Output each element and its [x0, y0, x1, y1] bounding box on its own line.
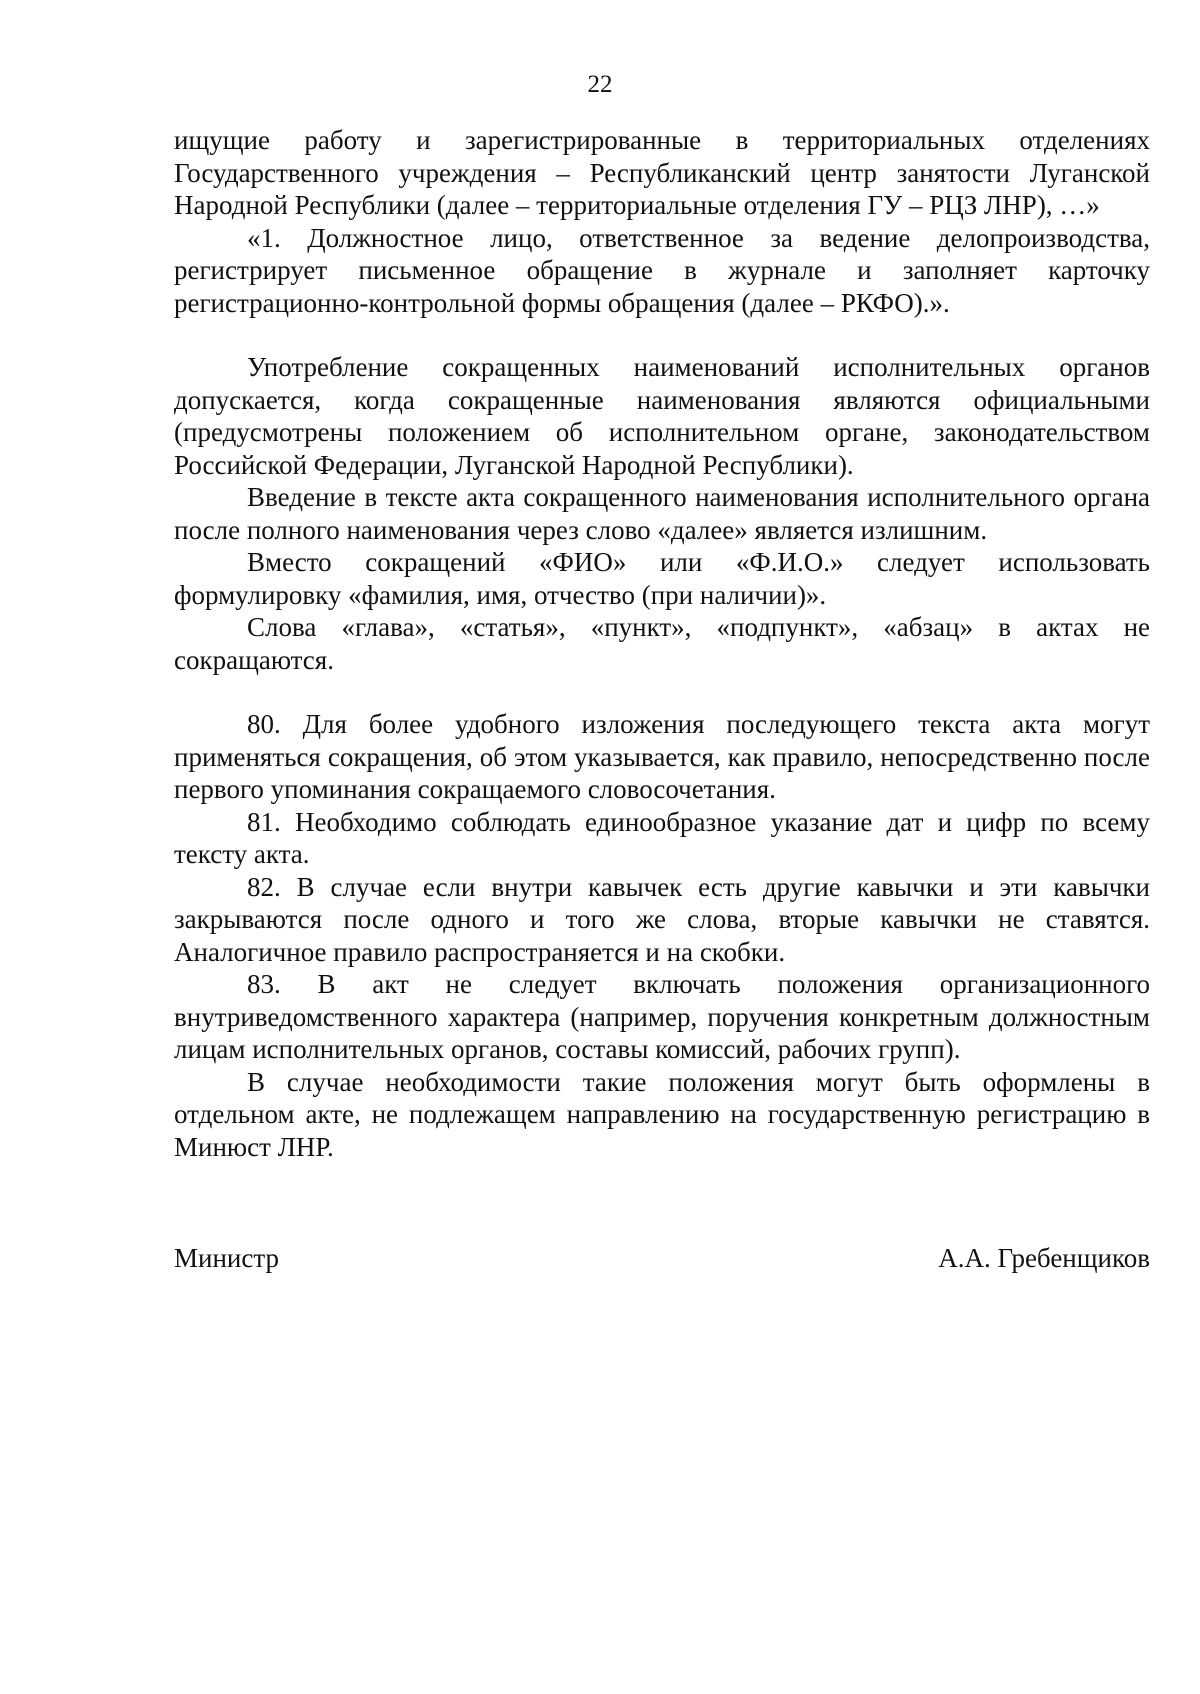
paragraph-item-83: 83. В акт не следует включать положения организационного внутриведомственного характера (например, поручения конкретным должностным лицам исполнительных органов, составы комиссий, рабочих групп).	[174, 969, 1150, 1064]
paragraph-separate-act: В случае необходимости такие положения могут быть оформлены в отдельном акте, не подлежащем направлению на государственную регистрацию в Минюст ЛНР.	[174, 1066, 1150, 1162]
paragraph-item-82: 82. В случае если внутри кавычек есть другие кавычки и эти кавычки закрываются после одного и того же слова, вторые кавычки не ставятся. Аналогичное правило распространяется и на скобки.	[174, 871, 1150, 967]
signatory-role: Министр	[174, 1243, 279, 1273]
paragraph-gap	[174, 319, 1150, 351]
paragraph-words-not-abbreviated: Слова «глава», «статья», «пункт», «подпункт», «абзац» в актах не сокращаются.	[174, 612, 1150, 675]
document-body	[174, 124, 1150, 1163]
paragraph-introducing-abbreviation: Введение в тексте акта сокращенного наименования исполнительного органа после полного наименования через слово «далее» является излишним.	[174, 482, 1150, 545]
paragraph-item-80: 80. Для более удобного изложения последующего текста акта могут применяться сокращения, об этом указывается, как правило, непосредственно после первого упоминания сокращаемого словосочетания.	[174, 709, 1150, 804]
paragraph-item-81: 81. Необходимо соблюдать единообразное указание дат и цифр по всему тексту акта.	[174, 806, 1150, 869]
paragraph-abbreviations-usage: Употребление сокращенных наименований исполнительных органов допускается, когда сокращенные наименования являются официальными (предусмотрены положением об исполнительном органе, законодательством Российской Федерации, Луганской Народной Республики).	[174, 352, 1150, 480]
paragraph-continuation: ищущие работу и зарегистрированные в территориальных отделениях Государственного учреждения – Республиканский центр занятости Луганской Народной Республики (далее – территориальные отделения ГУ – РЦЗ ЛНР), …»	[174, 125, 1150, 220]
paragraph-gap	[174, 676, 1150, 708]
paragraph-example-quote: «1. Должностное лицо, ответственное за ведение делопроизводства, регистрирует письменное обращение в журнале и заполняет карточку регистрационно-контрольной формы обращения (далее – РКФО).».	[174, 222, 1150, 318]
paragraph-fio: Вместо сокращений «ФИО» или «Ф.И.О.» следует использовать формулировку «фамилия, имя, отчество (при наличии)».	[174, 547, 1150, 610]
page-number: 22	[587, 71, 613, 98]
signatory-name: А.А. Гребенщиков	[938, 1243, 1150, 1273]
signature-block	[174, 1242, 1150, 1278]
